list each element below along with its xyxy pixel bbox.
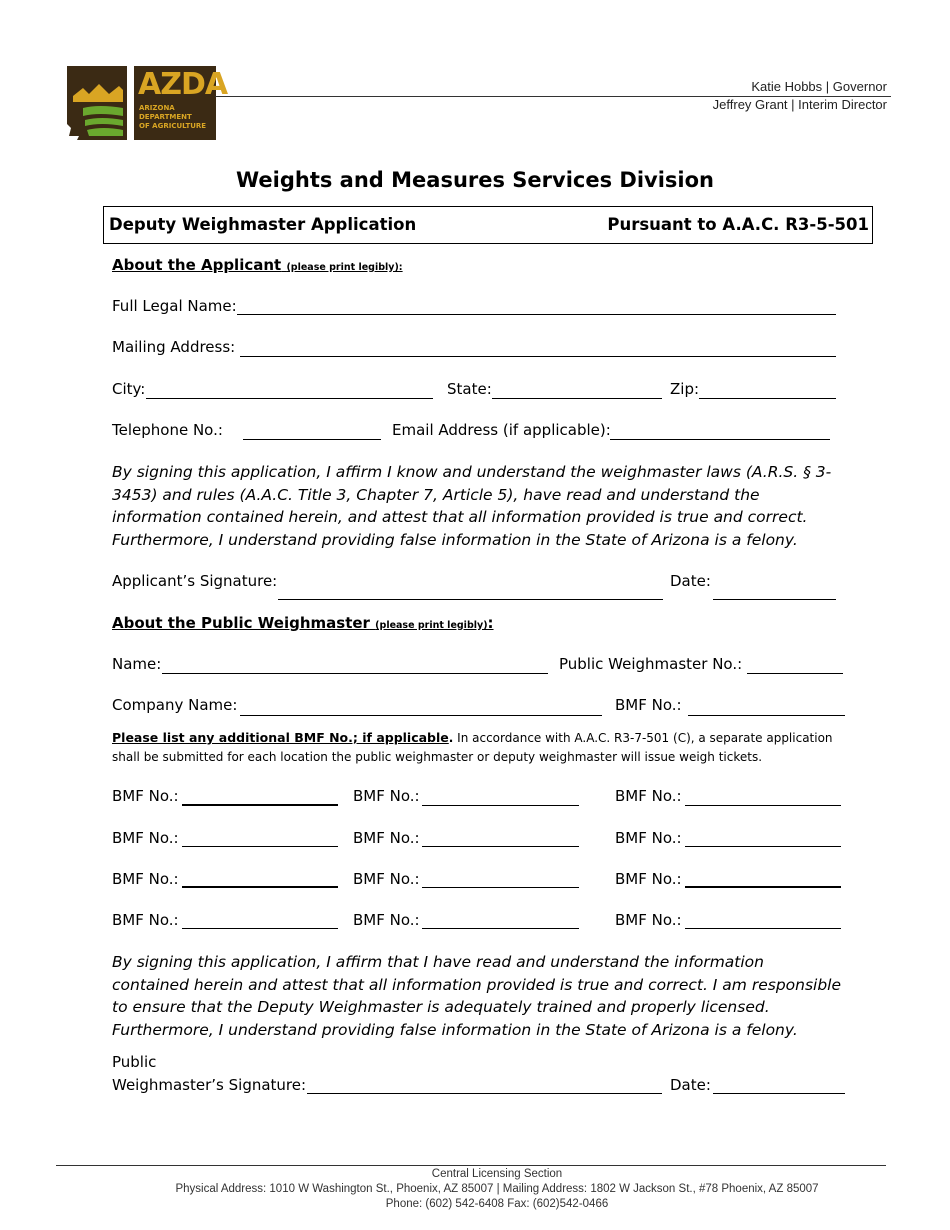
- pw-signature-label-line2: Weighmaster’s Signature:: [112, 1076, 307, 1094]
- pw-name-field[interactable]: [162, 673, 548, 674]
- additional-bmf-period: .: [448, 731, 454, 745]
- form-rule-ref: Pursuant to A.A.C. R3-5-501: [607, 215, 869, 234]
- pw-signature-label-line1: Public: [112, 1053, 157, 1071]
- bmf-grid-label-1-3: BMF No.:: [615, 787, 682, 805]
- pw-signature-field[interactable]: [307, 1093, 662, 1094]
- bmf-grid-field-2-3[interactable]: [685, 846, 841, 847]
- bmf-field[interactable]: [688, 715, 845, 716]
- bmf-grid-label-3-1: BMF No.:: [112, 870, 179, 888]
- bmf-grid-label-4-1: BMF No.:: [112, 911, 179, 929]
- bmf-grid-field-1-1[interactable]: [182, 804, 338, 806]
- bmf-grid-label-3-3: BMF No.:: [615, 870, 682, 888]
- pw-date-field[interactable]: [713, 1093, 845, 1094]
- logo-subtitle-1: ARIZONA: [139, 104, 175, 112]
- bmf-grid-field-4-2[interactable]: [422, 928, 579, 929]
- public-heading-text: About the Public Weighmaster: [112, 614, 370, 632]
- arizona-map-icon: [65, 66, 129, 140]
- additional-bmf-heading: Please list any additional BMF No.; if applicable: [112, 730, 449, 745]
- applicant-date-field[interactable]: [713, 599, 836, 600]
- header-separator: |: [825, 79, 833, 94]
- bmf-grid-field-3-2[interactable]: [422, 887, 579, 888]
- telephone-field[interactable]: [243, 439, 381, 440]
- bmf-grid-label-4-2: BMF No.:: [353, 911, 420, 929]
- logo-subtitle-2: DEPARTMENT: [139, 113, 192, 121]
- logo-text: AZDA: [138, 67, 228, 102]
- bmf-grid-field-3-3[interactable]: [685, 886, 841, 888]
- logo-brand-box: [134, 66, 228, 140]
- bmf-grid-field-3-1[interactable]: [182, 886, 338, 888]
- public-heading-note: (please print legibly): [375, 620, 488, 631]
- bmf-grid-label-2-3: BMF No.:: [615, 829, 682, 847]
- bmf-grid-label-1-1: BMF No.:: [112, 787, 179, 805]
- bmf-grid-field-4-1[interactable]: [182, 928, 338, 929]
- form-name: Deputy Weighmaster Application: [109, 215, 417, 234]
- applicant-heading: [112, 256, 403, 274]
- applicant-signature-field[interactable]: [278, 599, 663, 600]
- bmf-grid-field-2-2[interactable]: [422, 846, 579, 847]
- public-affirmation: By signing this application, I affirm that I have read and understand the information contained herein and attest that all information provided is true and correct. I am responsible to ensure that the Deputy Weighmaster is adequately trained and properly licensed. Furthermore, I understand providing false information in the State of Arizona is a felony.: [112, 953, 842, 1039]
- bmf-grid-label-3-2: BMF No.:: [353, 870, 420, 888]
- azda-logo: [65, 66, 228, 140]
- bmf-grid-field-1-2[interactable]: [422, 805, 579, 806]
- mailing-address-field[interactable]: [240, 356, 836, 357]
- bmf-grid-label-4-3: BMF No.:: [615, 911, 682, 929]
- public-heading-colon: :: [487, 614, 494, 632]
- bmf-grid-field-4-3[interactable]: [685, 928, 841, 929]
- pw-name-label: Name:: [112, 655, 162, 673]
- bmf-grid-field-1-3[interactable]: [685, 805, 841, 806]
- telephone-label: Telephone No.:: [112, 421, 223, 439]
- city-label: City:: [112, 380, 146, 398]
- applicant-affirmation: By signing this application, I affirm I know and understand the weighmaster laws (A.R.S. § 3-3453) and rules (A.A.C. Title 3, Chapter 7, Article 5), have read and understand the information contained herein, and attest that all information provided is true and correct. Furthermore, I understand providing false information in the State of Arizona is a felony.: [112, 463, 832, 549]
- governor-name: Katie Hobbs: [751, 79, 823, 94]
- full-name-field[interactable]: [237, 314, 836, 315]
- header-governor: [751, 79, 887, 94]
- footer-rule: [56, 1165, 886, 1166]
- zip-label: Zip:: [670, 380, 700, 398]
- form-title-box: [103, 206, 873, 244]
- bmf-grid-label-2-2: BMF No.:: [353, 829, 420, 847]
- state-label: State:: [447, 380, 492, 398]
- footer-address: Physical Address: 1010 W Washington St., Phoenix, AZ 85007 | Mailing Address: 1802 W Jackson St., #78 Phoenix, AZ 85007: [175, 1183, 819, 1195]
- company-name-field[interactable]: [240, 715, 602, 716]
- additional-bmf-text: In accordance with A.A.C. R3-7-501 (C), a separate application shall be submitted for each location the public weighmaster or deputy weighmaster will issue weigh tickets.: [112, 731, 833, 764]
- logo-subtitle-3: OF AGRICULTURE: [139, 122, 207, 130]
- bmf-grid-label-1-2: BMF No.:: [353, 787, 420, 805]
- email-field[interactable]: [610, 439, 830, 440]
- pw-date-label: Date:: [670, 1076, 711, 1094]
- additional-bmf-notice: [112, 729, 842, 766]
- governor-title: Governor: [832, 79, 887, 94]
- public-heading: [112, 614, 494, 632]
- header-director: Jeffrey Grant | Interim Director: [712, 97, 887, 112]
- page-title: Weights and Measures Services Division: [235, 168, 715, 192]
- footer-contact: Phone: (602) 542-6408 Fax: (602)542-0466: [385, 1198, 609, 1210]
- applicant-date-label: Date:: [670, 572, 711, 590]
- pw-number-label: Public Weighmaster No.:: [559, 655, 743, 673]
- bmf-grid-label-2-1: BMF No.:: [112, 829, 179, 847]
- state-field[interactable]: [492, 398, 662, 399]
- bmf-label: BMF No.:: [615, 696, 682, 714]
- footer-section: Central Licensing Section: [431, 1168, 563, 1180]
- pw-number-field[interactable]: [747, 673, 843, 674]
- applicant-heading-text: About the Applicant: [112, 256, 282, 274]
- mailing-address-label: Mailing Address:: [112, 338, 236, 356]
- applicant-heading-note: (please print legibly):: [286, 262, 403, 273]
- zip-field[interactable]: [699, 398, 836, 399]
- applicant-signature-label: Applicant’s Signature:: [112, 572, 278, 590]
- city-field[interactable]: [146, 398, 433, 399]
- bmf-grid-field-2-1[interactable]: [182, 846, 338, 847]
- email-label: Email Address (if applicable):: [392, 421, 611, 439]
- full-name-label: Full Legal Name:: [112, 297, 237, 315]
- company-name-label: Company Name:: [112, 696, 238, 714]
